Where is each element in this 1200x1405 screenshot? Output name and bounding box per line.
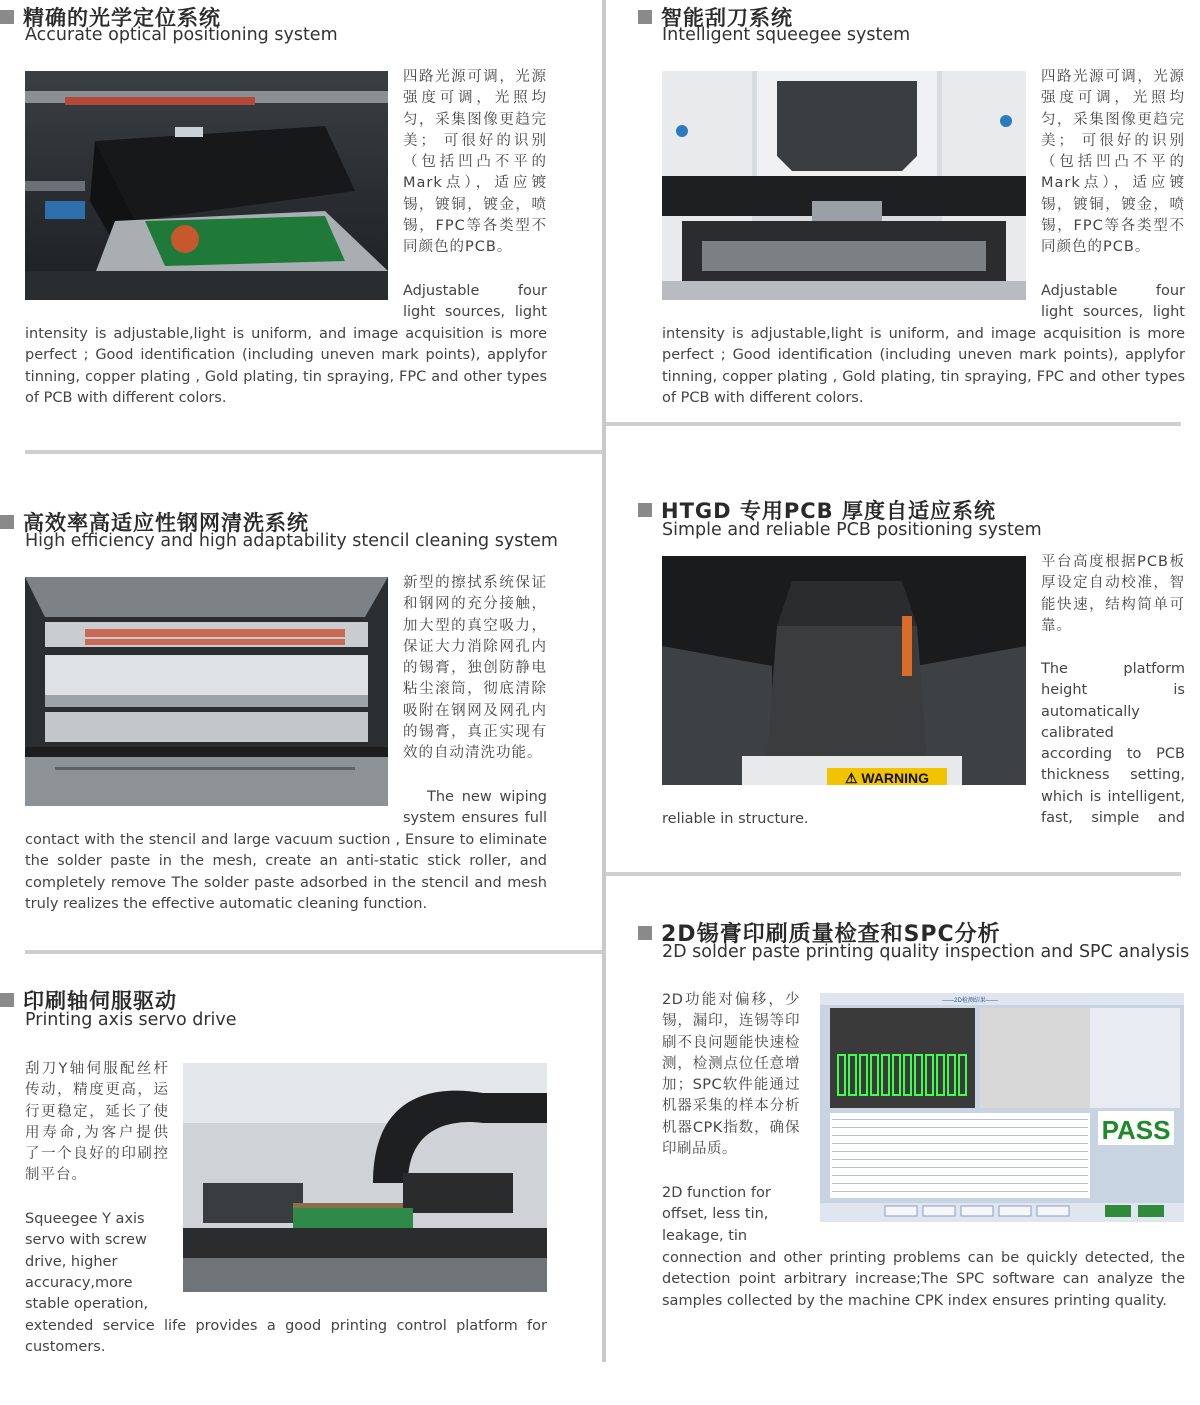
table-row-line xyxy=(832,1183,1088,1184)
description-en: intensity is adjustable,light is uniform, and image acquisition is more perfect ; Good identification (including uneven mark points), applyfor tinning, copper plating , Gold plating, tin spraying, FPC and other types of PCB with different colors. xyxy=(25,326,547,406)
warning-label: ⚠ WARNING xyxy=(844,770,930,785)
bullet-square xyxy=(0,515,14,529)
screen-title: ——2D检测结果—— xyxy=(942,998,998,1004)
squeegee-head-photo xyxy=(662,71,1026,300)
description-cn: 新型的擦拭系统保证和钢网的充分接触，加大型的真空吸力，保证大力消除网孔内的锡膏，独创防静电粘尘滚筒，彻底清除吸附在钢网及网孔内的锡膏，真正实现有效的自动清洗功能。 xyxy=(403,575,547,762)
divider xyxy=(25,450,602,454)
description-en: intensity is adjustable,light is uniform, and image acquisition is more perfect ; Good identification (including uneven mark points), applyfor tinning, copper plating , Gold plating, tin spraying, FPC and other types of PCB with different colors. xyxy=(662,326,1185,406)
description-en-side: 2D function for offset, less tin, leakage, tin xyxy=(662,1185,771,1244)
table-row-line xyxy=(832,1159,1088,1160)
screen-button xyxy=(923,1206,955,1216)
vertical-divider xyxy=(602,0,606,1362)
section-title-cn: 高效率高适应性钢网清洗系统 xyxy=(23,511,309,535)
divider xyxy=(25,950,602,954)
description-cn: 刮刀Y轴伺服配丝杆传动，精度更高，运行更稳定，延长了使用寿命,为客户提供了一个良好的印刷控制平台。 xyxy=(25,1061,169,1184)
screen-button xyxy=(961,1206,993,1216)
section-title-cn: 精确的光学定位系统 xyxy=(23,6,221,30)
bullet-square xyxy=(638,503,652,517)
section-title-en: Simple and reliable PCB positioning system xyxy=(662,520,1042,540)
description-en: reliable in structure. xyxy=(662,811,809,827)
description-en-side: The new wiping system ensures full xyxy=(403,789,547,827)
section-title-cn: 印刷轴伺服驱动 xyxy=(23,989,177,1013)
bullet-square xyxy=(0,10,14,24)
section-title-en: Intelligent squeegee system xyxy=(662,25,911,45)
table-row-line xyxy=(832,1191,1088,1192)
table-row-line xyxy=(832,1135,1088,1136)
section-title-en: 2D solder paste printing quality inspection and SPC analysis xyxy=(662,942,1190,962)
section-title-cn: 2D锡膏印刷质量检查和SPC分析 xyxy=(661,922,1001,947)
bullet-square xyxy=(638,10,652,24)
table-row-line xyxy=(832,1167,1088,1168)
bullet-square xyxy=(0,993,14,1007)
section-title-en: High efficiency and high adaptability stencil cleaning system xyxy=(25,531,558,551)
servo-drive-photo xyxy=(183,1063,547,1292)
description-en-side: Squeegee Y axis servo with screw drive, higher accuracy,more stable operation, xyxy=(25,1211,149,1313)
table-row-line xyxy=(832,1127,1088,1128)
table-row-line xyxy=(832,1119,1088,1120)
description-cn: 平台高度根据PCB板厚设定自动校准，智能快速，结构简单可靠。 xyxy=(1041,554,1185,634)
description-cn: 2D功能对偏移，少锡，漏印，连锡等印刷不良问题能快速检测，检测点位任意增加；SPC软件能通过机器采集的样本分析机器CPK指数，确保印刷品质。 xyxy=(662,992,800,1158)
description-en: extended service life provides a good printing control platform for customers. xyxy=(25,1318,547,1356)
table-row-line xyxy=(832,1175,1088,1176)
description-cn: 四路光源可调，光源强度可调，光照均匀，采集图像更趋完美； 可很好的识别（包括凹凸不平的Mark点），适应镀锡，镀铜，镀金，喷锡，FPC等各类型不同颜色的PCB。 xyxy=(403,69,547,256)
table-row-line xyxy=(832,1151,1088,1152)
section-title-en: Accurate optical positioning system xyxy=(25,25,338,45)
table-row-line xyxy=(832,1143,1088,1144)
section-title-cn: HTGD 专用PCB 厚度自适应系统 xyxy=(661,499,996,523)
pass-label: PASS xyxy=(1101,1115,1171,1145)
divider xyxy=(606,422,1181,426)
section-title-en: Printing axis servo drive xyxy=(25,1010,237,1030)
description-en-side: Adjustable four light sources, light xyxy=(403,283,547,321)
description-cn: 四路光源可调，光源强度可调，光照均匀，采集图像更趋完美； 可很好的识别（包括凹凸不平的Mark点），适应镀锡，镀铜，镀金，喷锡，FPC等各类型不同颜色的PCB。 xyxy=(1041,69,1185,256)
description-en: connection and other printing problems can be quickly detected, the detection point arbitrary increase;The SPC software can analyze the samples collected by the machine CPK index ensures printing quality. xyxy=(662,1250,1185,1309)
screen-button xyxy=(885,1206,917,1216)
section-title-cn: 智能刮刀系统 xyxy=(661,6,793,30)
divider xyxy=(606,872,1181,876)
screen-button xyxy=(999,1206,1031,1216)
screen-button xyxy=(1037,1206,1069,1216)
description-en-side: The platform height is automatically calibrated according to PCB thickness setting, which is intelligent, fast, simple and xyxy=(1041,661,1185,827)
spc-software-screenshot xyxy=(820,993,1184,1222)
description-en-side: Adjustable four light sources, light xyxy=(1041,283,1185,321)
description-en: contact with the stencil and large vacuum suction , Ensure to eliminate the solder paste in the mesh, create an anti-static stick roller, and completely remove The solder paste adsorbed in the stencil and mesh truly realizes the effective automatic cleaning function. xyxy=(25,832,547,912)
pcb-platform-photo xyxy=(662,556,1026,785)
optical-camera-photo xyxy=(25,71,388,300)
bullet-square xyxy=(638,926,652,940)
stencil-cleaning-photo xyxy=(25,577,388,806)
